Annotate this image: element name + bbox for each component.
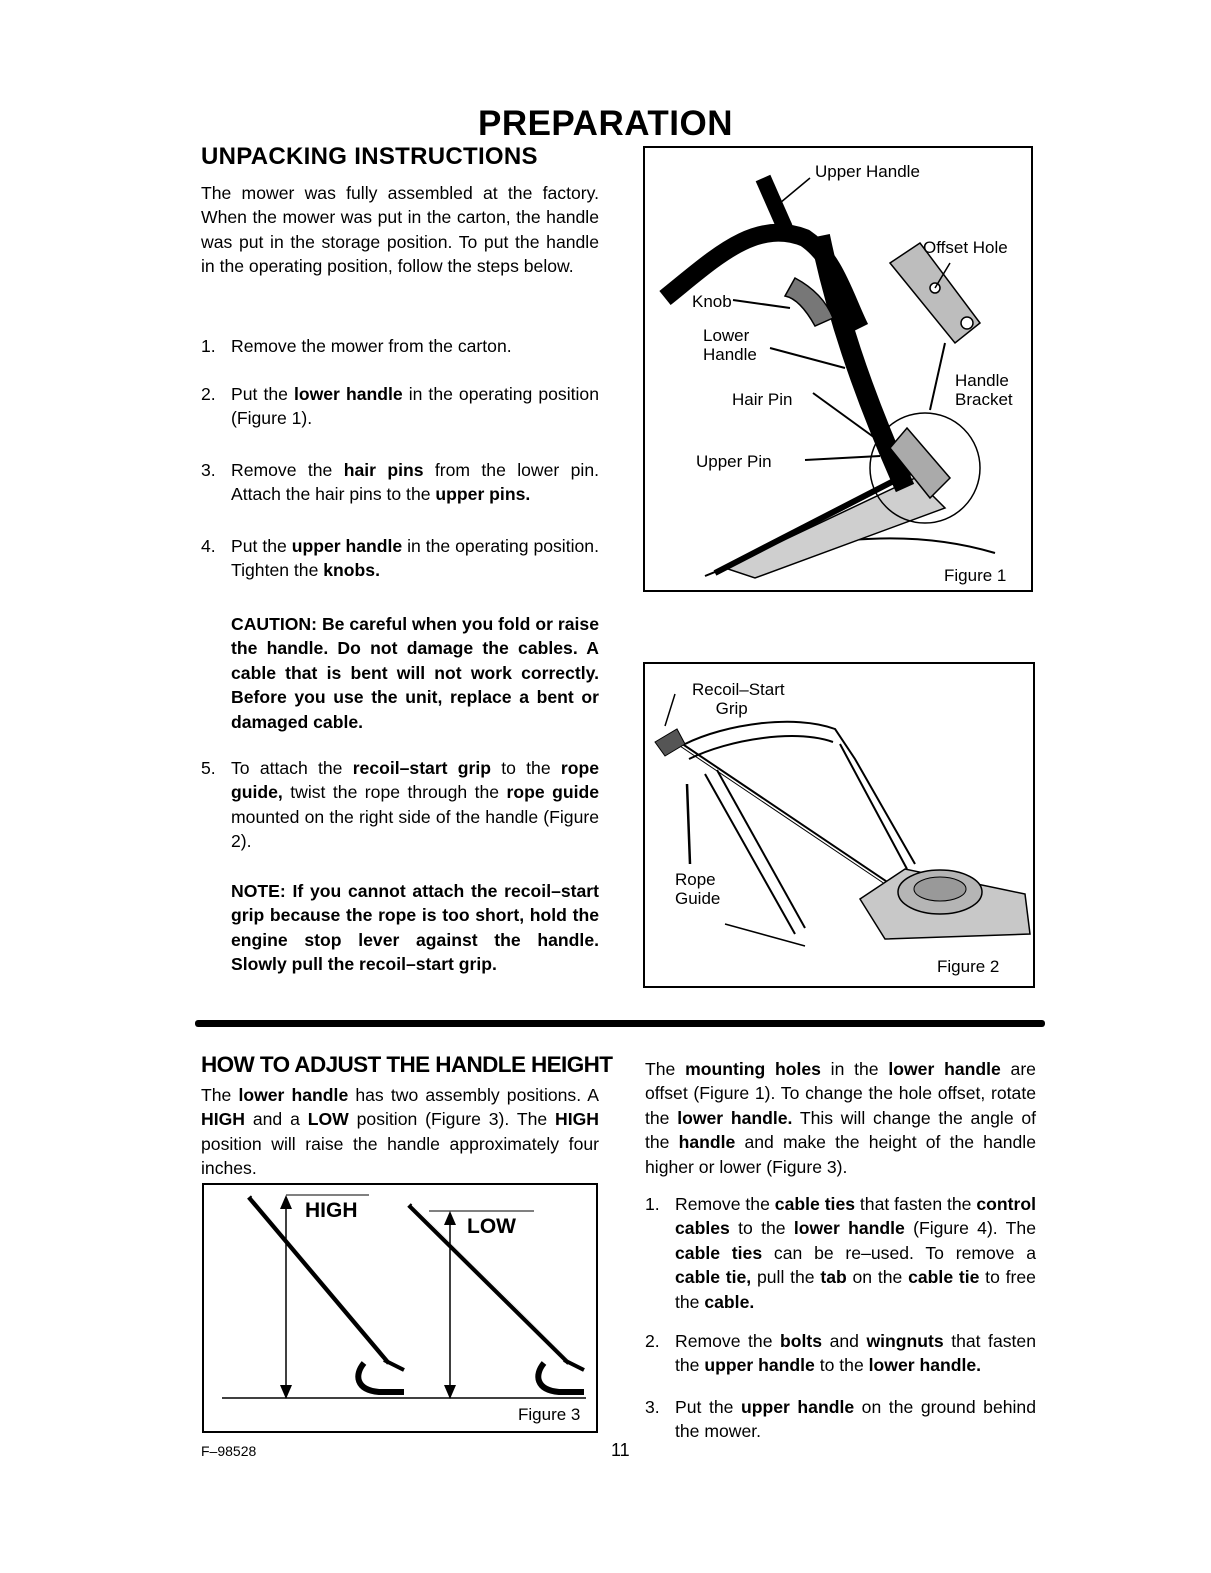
step-number: 1. xyxy=(201,336,216,356)
mounting-holes-paragraph: The mounting holes in the lower handle are offset (Figure 1). To change the hole offset, rotate the lower handle. This will change the angle of the handle and make the height of the handle higher or lower (Figure 3). xyxy=(645,1059,1036,1177)
figure-2 xyxy=(643,662,1035,988)
step-text: Remove the mower from the carton. xyxy=(231,336,512,356)
step-number: 2. xyxy=(645,1331,660,1351)
step-number: 3. xyxy=(201,460,216,480)
step-text: Remove the hair pins from the lower pin. Attach the hair pins to the upper pins. xyxy=(231,460,599,505)
label-high: HIGH xyxy=(305,1199,358,1222)
section-heading-handle-height: HOW TO ADJUST THE HANDLE HEIGHT xyxy=(201,1052,613,1077)
label-upper-pin: Upper Pin xyxy=(696,452,772,471)
figure-3 xyxy=(202,1183,598,1433)
figure-2-caption: Figure 2 xyxy=(937,957,1000,976)
label-low: LOW xyxy=(467,1215,516,1238)
step-1 xyxy=(201,334,599,360)
handle-assembly-illustration xyxy=(645,148,1031,590)
part-number: F–98528 xyxy=(201,1443,257,1459)
section-heading-unpacking: UNPACKING INSTRUCTIONS xyxy=(201,143,538,170)
label-handle-bracket: Handle Bracket xyxy=(955,371,1013,409)
adjust-step-1 xyxy=(645,1192,1036,1322)
label-rope-guide: Rope Guide xyxy=(675,870,721,908)
caution-note: CAUTION: Be careful when you fold or raise the handle. Do not damage the cables. A cable that is bent will not work correctly. Before you use the unit, replace a bent or damaged cable. xyxy=(231,614,599,732)
figure-1-caption: Figure 1 xyxy=(944,566,1007,585)
page-number: 11 xyxy=(611,1440,630,1460)
step-number: 4. xyxy=(201,536,216,556)
page-title: PREPARATION xyxy=(477,104,734,143)
step-text: Remove the bolts and wingnuts that fasten the upper handle to the lower handle. xyxy=(675,1331,1036,1376)
label-upper-handle: Upper Handle xyxy=(815,162,920,181)
step-2 xyxy=(201,382,599,432)
adjust-step-3 xyxy=(645,1395,1036,1445)
step-text: Put the lower handle in the operating position (Figure 1). xyxy=(231,384,599,429)
handle-height-intro: The lower handle has two assembly positions. A HIGH and a LOW position (Figure 3). The HIGH position will raise the handle approximately four inches. xyxy=(201,1085,599,1179)
figure-3-caption: Figure 3 xyxy=(518,1405,581,1424)
label-hair-pin: Hair Pin xyxy=(732,390,793,409)
step-text: Remove the cable ties that fasten the control cables to the lower handle (Figure 4). The cable ties can be re–used. To remove a cable tie, pull the tab on the cable tie to free the cable. xyxy=(675,1194,1036,1312)
label-knob: Knob xyxy=(692,292,732,311)
step-number: 3. xyxy=(645,1397,660,1417)
label-recoil-start-grip: Recoil–Start Grip xyxy=(692,680,785,718)
step-number: 5. xyxy=(201,758,216,778)
step-text: Put the upper handle on the ground behind the mower. xyxy=(675,1397,1036,1442)
label-offset-hole: Offset Hole xyxy=(923,238,1008,257)
step-4 xyxy=(201,534,599,584)
figure-1 xyxy=(643,146,1033,592)
step-3 xyxy=(201,458,599,508)
step-text: To attach the recoil–start grip to the rope guide, twist the rope through the rope guide mounted on the right side of the handle (Figure 2). xyxy=(231,758,599,852)
label-lower-handle: Lower Handle xyxy=(703,326,757,364)
unpacking-intro: The mower was fully assembled at the factory. When the mower was put in the carton, the handle was put in the storage position. To put the handle in the operating position, follow the steps below. xyxy=(201,183,599,277)
recoil-note: NOTE: If you cannot attach the recoil–start grip because the rope is too short, hold the engine stop lever against the handle. Slowly pull the recoil–start grip. xyxy=(231,881,599,975)
step-5 xyxy=(201,756,599,856)
handle-height-diagram xyxy=(204,1185,596,1431)
section-divider xyxy=(195,1020,1045,1027)
adjust-step-2 xyxy=(645,1329,1036,1379)
step-number: 1. xyxy=(645,1194,660,1214)
step-number: 2. xyxy=(201,384,216,404)
step-text: Put the upper handle in the operating position. Tighten the knobs. xyxy=(231,536,599,581)
